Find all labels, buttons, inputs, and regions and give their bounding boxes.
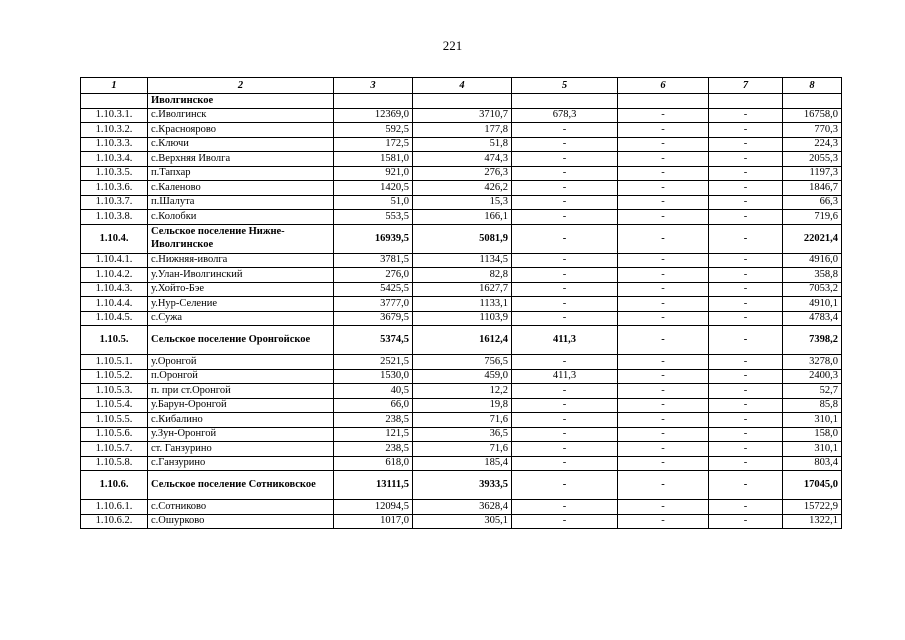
table-row xyxy=(81,442,842,457)
value-col5: 411,3 xyxy=(512,326,618,355)
value-col6: - xyxy=(618,514,709,529)
value-col6: - xyxy=(618,181,709,196)
value-col7: - xyxy=(709,166,783,181)
value-col5: - xyxy=(512,471,618,500)
value-col8: 1197,3 xyxy=(783,166,842,181)
row-code: 1.10.5.8. xyxy=(81,456,148,471)
row-code: 1.10.4.1. xyxy=(81,253,148,268)
value-col7: - xyxy=(709,427,783,442)
row-code xyxy=(81,94,148,109)
value-col5: - xyxy=(512,224,618,253)
column-header: 1 xyxy=(81,78,148,94)
value-col4: 459,0 xyxy=(413,369,512,384)
value-col7: - xyxy=(709,268,783,283)
value-col8: 15722,9 xyxy=(783,500,842,515)
row-code: 1.10.5.4. xyxy=(81,398,148,413)
row-code: 1.10.4.4. xyxy=(81,297,148,312)
value-col4: 1612,4 xyxy=(413,326,512,355)
row-code: 1.10.4.3. xyxy=(81,282,148,297)
value-col8: 7398,2 xyxy=(783,326,842,355)
value-col7: - xyxy=(709,456,783,471)
table-row xyxy=(81,282,842,297)
value-col6: - xyxy=(618,311,709,326)
value-col3: 618,0 xyxy=(334,456,413,471)
value-col7: - xyxy=(709,326,783,355)
value-col7: - xyxy=(709,500,783,515)
table-row xyxy=(81,268,842,283)
value-col4: 19,8 xyxy=(413,398,512,413)
value-col3: 12094,5 xyxy=(334,500,413,515)
value-col8: 2055,3 xyxy=(783,152,842,167)
row-code: 1.10.5.5. xyxy=(81,413,148,428)
value-col8: 3278,0 xyxy=(783,355,842,370)
table-section-row xyxy=(81,471,842,500)
row-name: с.Верхняя Иволга xyxy=(148,152,334,167)
value-col6: - xyxy=(618,355,709,370)
value-col3: 66,0 xyxy=(334,398,413,413)
value-col6: - xyxy=(618,137,709,152)
value-col8: 770,3 xyxy=(783,123,842,138)
row-name: с.Сотниково xyxy=(148,500,334,515)
table-row xyxy=(81,123,842,138)
value-col6: - xyxy=(618,108,709,123)
row-code: 1.10.3.5. xyxy=(81,166,148,181)
value-col6: - xyxy=(618,442,709,457)
column-header: 6 xyxy=(618,78,709,94)
row-code: 1.10.5.6. xyxy=(81,427,148,442)
row-code: 1.10.6.1. xyxy=(81,500,148,515)
value-col3: 13111,5 xyxy=(334,471,413,500)
value-col6: - xyxy=(618,210,709,225)
value-col3 xyxy=(334,94,413,109)
value-col8: 52,7 xyxy=(783,384,842,399)
value-col4: 1133,1 xyxy=(413,297,512,312)
row-name: Сельское поселение Сотниковское xyxy=(148,471,334,500)
value-col5: - xyxy=(512,384,618,399)
table-row xyxy=(81,137,842,152)
value-col6: - xyxy=(618,166,709,181)
value-col7: - xyxy=(709,282,783,297)
value-col7: - xyxy=(709,471,783,500)
value-col4: 474,3 xyxy=(413,152,512,167)
value-col4: 71,6 xyxy=(413,413,512,428)
row-name: с.Ганзурино xyxy=(148,456,334,471)
column-header: 5 xyxy=(512,78,618,94)
value-col4: 3933,5 xyxy=(413,471,512,500)
value-col6: - xyxy=(618,384,709,399)
row-code: 1.10.5.3. xyxy=(81,384,148,399)
value-col7: - xyxy=(709,108,783,123)
value-col8: 1846,7 xyxy=(783,181,842,196)
row-code: 1.10.4.5. xyxy=(81,311,148,326)
value-col3: 1420,5 xyxy=(334,181,413,196)
value-col5: - xyxy=(512,311,618,326)
value-col5: - xyxy=(512,137,618,152)
value-col8: 17045,0 xyxy=(783,471,842,500)
value-col3: 172,5 xyxy=(334,137,413,152)
value-col4: 71,6 xyxy=(413,442,512,457)
table-row xyxy=(81,369,842,384)
table-row xyxy=(81,355,842,370)
value-col3: 3781,5 xyxy=(334,253,413,268)
table-section-row xyxy=(81,94,842,109)
row-name: у.Улан-Иволгинский xyxy=(148,268,334,283)
value-col7: - xyxy=(709,355,783,370)
value-col8: 1322,1 xyxy=(783,514,842,529)
value-col7: - xyxy=(709,369,783,384)
value-col6: - xyxy=(618,268,709,283)
row-code: 1.10.3.3. xyxy=(81,137,148,152)
row-name: Сельское поселение Оронгойское xyxy=(148,326,334,355)
value-col7 xyxy=(709,94,783,109)
value-col5 xyxy=(512,94,618,109)
table-row xyxy=(81,514,842,529)
row-name: п. при ст.Оронгой xyxy=(148,384,334,399)
row-code: 1.10.6.2. xyxy=(81,514,148,529)
value-col8: 4910,1 xyxy=(783,297,842,312)
value-col8: 310,1 xyxy=(783,442,842,457)
value-col8: 2400,3 xyxy=(783,369,842,384)
row-code: 1.10.6. xyxy=(81,471,148,500)
value-col6: - xyxy=(618,326,709,355)
value-col8: 358,8 xyxy=(783,268,842,283)
value-col6: - xyxy=(618,413,709,428)
value-col5: - xyxy=(512,253,618,268)
value-col8: 7053,2 xyxy=(783,282,842,297)
value-col3: 238,5 xyxy=(334,413,413,428)
table-row xyxy=(81,500,842,515)
value-col5: - xyxy=(512,442,618,457)
value-col3: 553,5 xyxy=(334,210,413,225)
value-col6 xyxy=(618,94,709,109)
value-col7: - xyxy=(709,253,783,268)
value-col3: 5374,5 xyxy=(334,326,413,355)
value-col8: 310,1 xyxy=(783,413,842,428)
table-row xyxy=(81,210,842,225)
value-col7: - xyxy=(709,442,783,457)
value-col4: 36,5 xyxy=(413,427,512,442)
value-col5: - xyxy=(512,456,618,471)
row-code: 1.10.3.8. xyxy=(81,210,148,225)
row-name: п.Оронгой xyxy=(148,369,334,384)
value-col8 xyxy=(783,94,842,109)
value-col5: - xyxy=(512,123,618,138)
value-col7: - xyxy=(709,210,783,225)
value-col3: 592,5 xyxy=(334,123,413,138)
table-row xyxy=(81,152,842,167)
value-col3: 1581,0 xyxy=(334,152,413,167)
table-row xyxy=(81,166,842,181)
value-col3: 51,0 xyxy=(334,195,413,210)
value-col7: - xyxy=(709,384,783,399)
value-col8: 66,3 xyxy=(783,195,842,210)
value-col5: - xyxy=(512,195,618,210)
value-col8: 803,4 xyxy=(783,456,842,471)
value-col4: 3628,4 xyxy=(413,500,512,515)
row-name: Сельское поселение Нижне-Иволгинское xyxy=(148,224,334,253)
table-body xyxy=(81,94,842,529)
value-col3: 3777,0 xyxy=(334,297,413,312)
value-col7: - xyxy=(709,297,783,312)
value-col4: 3710,7 xyxy=(413,108,512,123)
value-col4: 756,5 xyxy=(413,355,512,370)
table-row xyxy=(81,427,842,442)
row-name: п.Тапхар xyxy=(148,166,334,181)
value-col6: - xyxy=(618,253,709,268)
value-col5: - xyxy=(512,355,618,370)
value-col4: 166,1 xyxy=(413,210,512,225)
value-col8: 85,8 xyxy=(783,398,842,413)
value-col7: - xyxy=(709,195,783,210)
value-col6: - xyxy=(618,224,709,253)
value-col4: 1103,9 xyxy=(413,311,512,326)
column-header: 3 xyxy=(334,78,413,94)
value-col4: 1627,7 xyxy=(413,282,512,297)
value-col5: - xyxy=(512,282,618,297)
value-col8: 719,6 xyxy=(783,210,842,225)
row-code: 1.10.5.2. xyxy=(81,369,148,384)
value-col3: 16939,5 xyxy=(334,224,413,253)
value-col7: - xyxy=(709,514,783,529)
row-name: у.Барун-Оронгой xyxy=(148,398,334,413)
value-col5: - xyxy=(512,398,618,413)
row-name: с.Ключи xyxy=(148,137,334,152)
table-row xyxy=(81,195,842,210)
value-col5: 678,3 xyxy=(512,108,618,123)
value-col7: - xyxy=(709,123,783,138)
value-col7: - xyxy=(709,413,783,428)
value-col7: - xyxy=(709,311,783,326)
value-col6: - xyxy=(618,152,709,167)
value-col8: 16758,0 xyxy=(783,108,842,123)
column-header: 2 xyxy=(148,78,334,94)
value-col7: - xyxy=(709,181,783,196)
table-section-row xyxy=(81,224,842,253)
row-name: у.Зун-Оронгой xyxy=(148,427,334,442)
value-col5: - xyxy=(512,181,618,196)
value-col3: 921,0 xyxy=(334,166,413,181)
value-col6: - xyxy=(618,123,709,138)
value-col3: 1530,0 xyxy=(334,369,413,384)
value-col4: 177,8 xyxy=(413,123,512,138)
value-col5: - xyxy=(512,152,618,167)
table-header-row xyxy=(81,78,842,94)
table-row xyxy=(81,181,842,196)
value-col4: 12,2 xyxy=(413,384,512,399)
row-code: 1.10.3.6. xyxy=(81,181,148,196)
value-col6: - xyxy=(618,297,709,312)
value-col6: - xyxy=(618,369,709,384)
value-col4: 1134,5 xyxy=(413,253,512,268)
value-col4: 426,2 xyxy=(413,181,512,196)
settlements-table xyxy=(80,77,842,529)
value-col6: - xyxy=(618,456,709,471)
value-col4: 51,8 xyxy=(413,137,512,152)
row-code: 1.10.3.2. xyxy=(81,123,148,138)
table-section-row xyxy=(81,326,842,355)
column-header: 8 xyxy=(783,78,842,94)
column-header: 7 xyxy=(709,78,783,94)
row-code: 1.10.3.7. xyxy=(81,195,148,210)
table-row xyxy=(81,108,842,123)
value-col7: - xyxy=(709,137,783,152)
value-col3: 1017,0 xyxy=(334,514,413,529)
value-col6: - xyxy=(618,500,709,515)
value-col4: 276,3 xyxy=(413,166,512,181)
value-col3: 238,5 xyxy=(334,442,413,457)
value-col8: 4916,0 xyxy=(783,253,842,268)
row-name: п.Шалута xyxy=(148,195,334,210)
value-col7: - xyxy=(709,224,783,253)
row-name: у.Нур-Селение xyxy=(148,297,334,312)
value-col4: 82,8 xyxy=(413,268,512,283)
row-code: 1.10.5.1. xyxy=(81,355,148,370)
row-name: у.Хойто-Бэе xyxy=(148,282,334,297)
value-col6: - xyxy=(618,427,709,442)
value-col3: 2521,5 xyxy=(334,355,413,370)
table-row xyxy=(81,398,842,413)
table-row xyxy=(81,456,842,471)
row-code: 1.10.4.2. xyxy=(81,268,148,283)
row-code: 1.10.4. xyxy=(81,224,148,253)
value-col6: - xyxy=(618,398,709,413)
row-name: ст. Ганзурино xyxy=(148,442,334,457)
value-col5: - xyxy=(512,413,618,428)
row-name: с.Каленово xyxy=(148,181,334,196)
value-col5: - xyxy=(512,514,618,529)
value-col5: - xyxy=(512,210,618,225)
value-col4: 5081,9 xyxy=(413,224,512,253)
value-col4 xyxy=(413,94,512,109)
value-col4: 305,1 xyxy=(413,514,512,529)
row-name: у.Оронгой xyxy=(148,355,334,370)
value-col6: - xyxy=(618,282,709,297)
value-col8: 4783,4 xyxy=(783,311,842,326)
value-col3: 276,0 xyxy=(334,268,413,283)
value-col6: - xyxy=(618,195,709,210)
column-header: 4 xyxy=(413,78,512,94)
table-row xyxy=(81,413,842,428)
value-col5: 411,3 xyxy=(512,369,618,384)
value-col8: 224,3 xyxy=(783,137,842,152)
value-col3: 5425,5 xyxy=(334,282,413,297)
row-code: 1.10.3.1. xyxy=(81,108,148,123)
value-col5: - xyxy=(512,166,618,181)
row-code: 1.10.3.4. xyxy=(81,152,148,167)
row-name: с.Ошурково xyxy=(148,514,334,529)
value-col3: 40,5 xyxy=(334,384,413,399)
value-col4: 15,3 xyxy=(413,195,512,210)
row-name: Иволгинское xyxy=(148,94,334,109)
value-col5: - xyxy=(512,297,618,312)
table-row xyxy=(81,384,842,399)
row-code: 1.10.5. xyxy=(81,326,148,355)
value-col4: 185,4 xyxy=(413,456,512,471)
table-row xyxy=(81,297,842,312)
table-row xyxy=(81,311,842,326)
value-col5: - xyxy=(512,268,618,283)
value-col5: - xyxy=(512,427,618,442)
value-col8: 22021,4 xyxy=(783,224,842,253)
value-col7: - xyxy=(709,398,783,413)
value-col7: - xyxy=(709,152,783,167)
row-name: с.Кибалино xyxy=(148,413,334,428)
row-name: с.Иволгинск xyxy=(148,108,334,123)
table-row xyxy=(81,253,842,268)
value-col3: 3679,5 xyxy=(334,311,413,326)
value-col3: 121,5 xyxy=(334,427,413,442)
page-number: 221 xyxy=(442,38,463,53)
value-col6: - xyxy=(618,471,709,500)
value-col3: 12369,0 xyxy=(334,108,413,123)
row-code: 1.10.5.7. xyxy=(81,442,148,457)
row-name: с.Колобки xyxy=(148,210,334,225)
row-name: с.Красноярово xyxy=(148,123,334,138)
value-col5: - xyxy=(512,500,618,515)
value-col8: 158,0 xyxy=(783,427,842,442)
row-name: с.Нижняя-иволга xyxy=(148,253,334,268)
row-name: с.Сужа xyxy=(148,311,334,326)
